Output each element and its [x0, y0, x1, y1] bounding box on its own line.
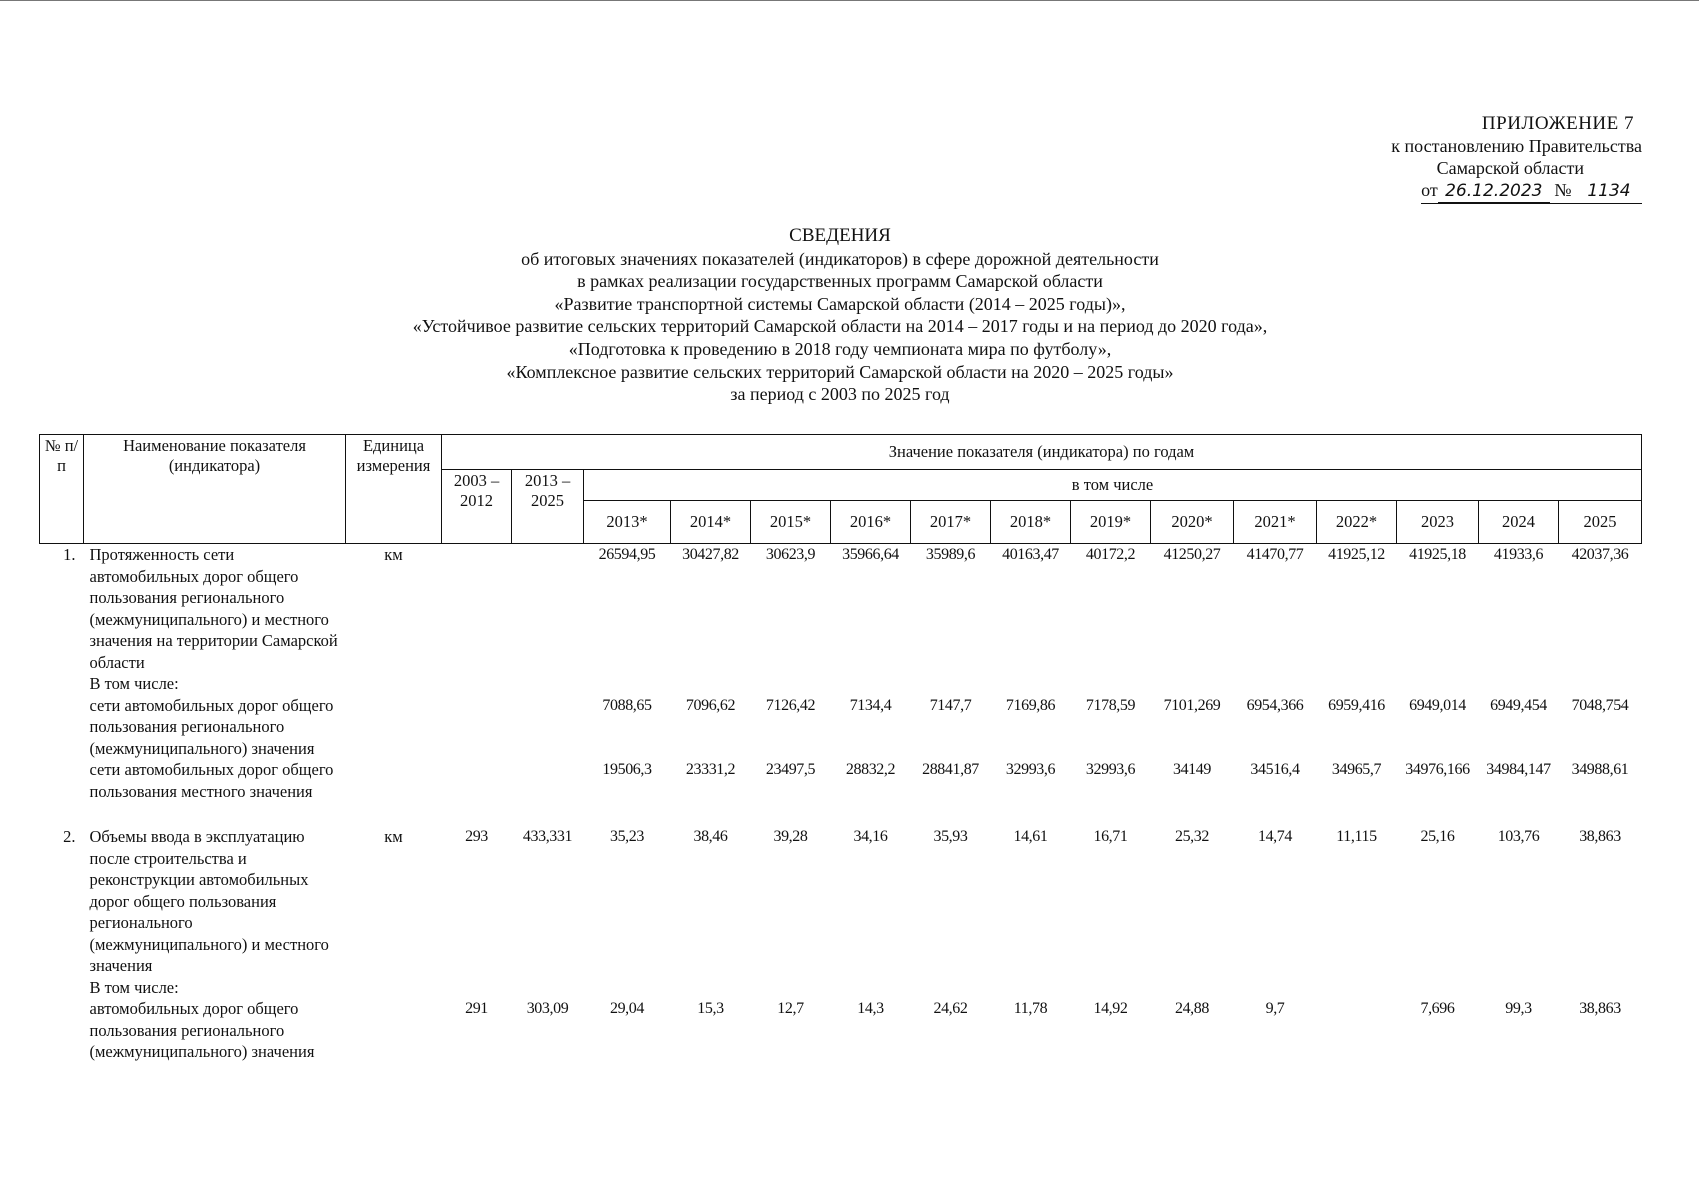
- row-value: 38,863: [1579, 828, 1621, 845]
- row-name: В том числе:: [89, 674, 179, 693]
- row-value: 23497,5: [765, 761, 816, 778]
- heading-line: за период с 2003 по 2025 год: [730, 384, 950, 405]
- row-value: 28841,87: [922, 761, 979, 778]
- header-name: Наименование показателя (индикатора): [84, 435, 346, 544]
- row-value: 28832,2: [845, 761, 896, 778]
- row-value: 38,863: [1579, 1000, 1621, 1017]
- row-value: 7101,269: [1163, 696, 1221, 714]
- header-year: 2014*: [671, 501, 751, 544]
- row-value: 7169,86: [1005, 696, 1056, 714]
- row-period1: 293: [465, 828, 488, 845]
- header-year: 2013*: [584, 501, 671, 544]
- handwritten-date: 26.12.2023: [1438, 180, 1550, 203]
- row-value: 41925,12: [1328, 546, 1385, 563]
- row-value: 26594,95: [598, 546, 656, 563]
- appendix-line-2: Самарской области: [1436, 158, 1584, 178]
- scan-top-border: [0, 0, 1699, 1]
- header-year: 2025: [1559, 501, 1642, 544]
- row-period1: [442, 544, 512, 674]
- row-value: 24,88: [1174, 1000, 1209, 1017]
- row-value: 34,16: [853, 828, 888, 845]
- row-value: 12,7: [777, 1000, 804, 1017]
- row-value: 14,3: [857, 1000, 884, 1017]
- appendix-line-1: к постановлению Правительства: [1391, 136, 1642, 156]
- row-value: 30427,82: [682, 546, 739, 563]
- row-value: 7,696: [1420, 1000, 1455, 1017]
- table-row: [40, 695, 1642, 760]
- row-value: 11,78: [1013, 1000, 1048, 1017]
- row-value: 25,32: [1174, 828, 1209, 845]
- header-year: 2019*: [1071, 501, 1151, 544]
- handwritten-number: 1134: [1587, 181, 1631, 201]
- row-value: 23331,2: [685, 761, 736, 778]
- row-unit: [346, 759, 442, 802]
- row-value: 11,115: [1336, 828, 1377, 845]
- header-year: 2015*: [751, 501, 831, 544]
- appendix-block: [1391, 113, 1642, 204]
- row-name: В том числе:: [89, 977, 179, 997]
- row-value: 7048,754: [1571, 696, 1629, 714]
- row-value: 7096,62: [685, 696, 736, 714]
- heading-line: «Устойчивое развитие сельских территорий Самарской области на 2014 – 2017 годы и на период до 2020 года»,: [412, 316, 1268, 337]
- row-num: [40, 759, 84, 802]
- row-num: [40, 695, 84, 760]
- row-value: [1317, 998, 1397, 1063]
- row-value: 34988,61: [1571, 761, 1629, 778]
- number-prefix: №: [1554, 180, 1572, 200]
- row-value: 34965,7: [1331, 761, 1382, 778]
- row-value: 24,62: [933, 1000, 968, 1017]
- header-including: в том числе: [584, 470, 1642, 501]
- table-row: [40, 673, 1642, 695]
- table-row: [40, 998, 1642, 1063]
- row-value: 40163,47: [1002, 546, 1059, 563]
- row-name: Протяженность сети автомобильных дорог общего пользования регионального (межмуниципального) и местного значения на территории Самарской области: [89, 545, 338, 672]
- row-unit: [346, 998, 442, 1063]
- row-unit: [346, 695, 442, 760]
- row-value: 41933,6: [1493, 546, 1544, 563]
- row-value: 35966,64: [842, 546, 899, 563]
- date-prefix: от: [1421, 180, 1438, 200]
- table-header: [40, 435, 1642, 544]
- row-num: [40, 998, 84, 1063]
- row-value: 42037,36: [1571, 546, 1629, 563]
- row-value: 16,71: [1093, 828, 1128, 845]
- row-period2: 303,09: [526, 1000, 569, 1017]
- header-period-2013-2025: 2013 – 2025: [512, 470, 584, 544]
- row-value: 34976,166: [1405, 761, 1470, 778]
- row-value: 35,23: [609, 828, 644, 845]
- row-value: 41250,27: [1163, 546, 1221, 563]
- row-value: 7134,4: [849, 696, 892, 714]
- heading-line: «Развитие транспортной системы Самарской области (2014 – 2025 годы)»,: [554, 293, 1126, 314]
- row-value: 39,28: [773, 828, 808, 845]
- document-heading: [300, 225, 1380, 406]
- row-unit: км: [384, 545, 403, 564]
- row-value: 34149: [1172, 761, 1211, 778]
- heading-line: «Подготовка к проведению в 2018 году чемпионата мира по футболу»,: [568, 338, 1112, 359]
- row-unit: км: [384, 827, 403, 846]
- row-value: 19506,3: [602, 761, 652, 778]
- row-value: 7088,65: [602, 696, 652, 714]
- heading-line: об итоговых значениях показателей (индикаторов) в сфере дорожной деятельности: [521, 248, 1159, 269]
- row-num: [40, 977, 84, 999]
- row-value: 41925,18: [1409, 546, 1466, 563]
- row-value: 32993,6: [1085, 761, 1136, 778]
- row-num: 2.: [63, 827, 76, 846]
- row-value: 34516,4: [1250, 761, 1300, 778]
- row-value: 35,93: [933, 828, 968, 845]
- row-empty: [346, 673, 1642, 695]
- header-year: 2021*: [1234, 501, 1317, 544]
- row-value: 14,61: [1013, 828, 1048, 845]
- row-value: 35989,6: [925, 546, 976, 563]
- header-num: № п/п: [40, 435, 84, 544]
- row-name: Объемы ввода в эксплуатацию после строительства и реконструкции автомобильных дорог общего пользования регионального (межмуниципального) и местного значения: [89, 827, 329, 975]
- header-year: 2016*: [831, 501, 911, 544]
- row-period1: [442, 695, 512, 760]
- header-year: 2018*: [991, 501, 1071, 544]
- row-name: сети автомобильных дорог общего пользования местного значения: [89, 760, 334, 801]
- row-period2: 433,331: [522, 828, 573, 845]
- row-value: 29,04: [609, 1000, 644, 1017]
- header-year: 2020*: [1151, 501, 1234, 544]
- row-value: 7126,42: [765, 696, 816, 714]
- row-value: 6949,454: [1490, 696, 1547, 714]
- row-value: 6959,416: [1328, 696, 1385, 714]
- row-period2: [512, 759, 584, 802]
- table-row: [40, 977, 1642, 999]
- header-period-2003-2012: 2003 – 2012: [442, 470, 512, 544]
- row-value: 34984,147: [1486, 761, 1551, 778]
- header-year: 2023: [1397, 501, 1479, 544]
- row-value: 14,74: [1257, 828, 1292, 845]
- row-period1: 291: [465, 1000, 488, 1017]
- heading-line: «Комплексное развитие сельских территорий Самарской области на 2020 – 2025 годы»: [506, 361, 1174, 382]
- header-year: 2022*: [1317, 501, 1397, 544]
- row-value: 41470,77: [1246, 546, 1304, 563]
- table-row: [40, 544, 1642, 674]
- row-value: 9,7: [1265, 1000, 1285, 1017]
- row-period1: [442, 759, 512, 802]
- appendix-title: ПРИЛОЖЕНИЕ 7: [1481, 113, 1634, 134]
- row-value: 99,3: [1505, 1000, 1532, 1017]
- row-name: автомобильных дорог общего пользования регионального (межмуниципального) значения: [89, 999, 315, 1061]
- table-body: [40, 544, 1642, 1063]
- indicators-table: [39, 434, 1642, 1063]
- header-values-title: Значение показателя (индикатора) по годам: [442, 435, 1642, 470]
- row-value: 15,3: [697, 1000, 724, 1017]
- row-value: 7147,7: [929, 696, 972, 714]
- header-unit: Единица измерения: [346, 435, 442, 544]
- header-year: 2017*: [911, 501, 991, 544]
- row-value: 14,92: [1093, 1000, 1128, 1017]
- row-value: 25,16: [1420, 828, 1455, 845]
- row-value: 6949,014: [1409, 696, 1466, 714]
- row-value: 32993,6: [1005, 761, 1056, 778]
- row-value: 6954,366: [1246, 696, 1304, 714]
- row-value: 30623,9: [765, 546, 816, 563]
- row-period2: [512, 695, 584, 760]
- row-num: 1.: [63, 545, 76, 564]
- row-value: 103,76: [1497, 828, 1540, 845]
- row-name: сети автомобильных дорог общего пользования регионального (межмуниципального) значения: [89, 695, 334, 758]
- row-num: [40, 673, 84, 695]
- table-row: [40, 759, 1642, 802]
- row-value: 40172,2: [1085, 546, 1136, 563]
- row-period2: [512, 544, 584, 674]
- row-spacer: [40, 802, 1642, 826]
- document-title: СВЕДЕНИЯ: [789, 225, 891, 246]
- header-year: 2024: [1479, 501, 1559, 544]
- appendix-date-line: [1421, 179, 1642, 204]
- row-empty: [346, 977, 1642, 999]
- heading-line: в рамках реализации государственных программ Самарской области: [577, 271, 1103, 292]
- table-row: [40, 826, 1642, 977]
- row-value: 38,46: [693, 828, 728, 845]
- row-value: 7178,59: [1085, 696, 1136, 714]
